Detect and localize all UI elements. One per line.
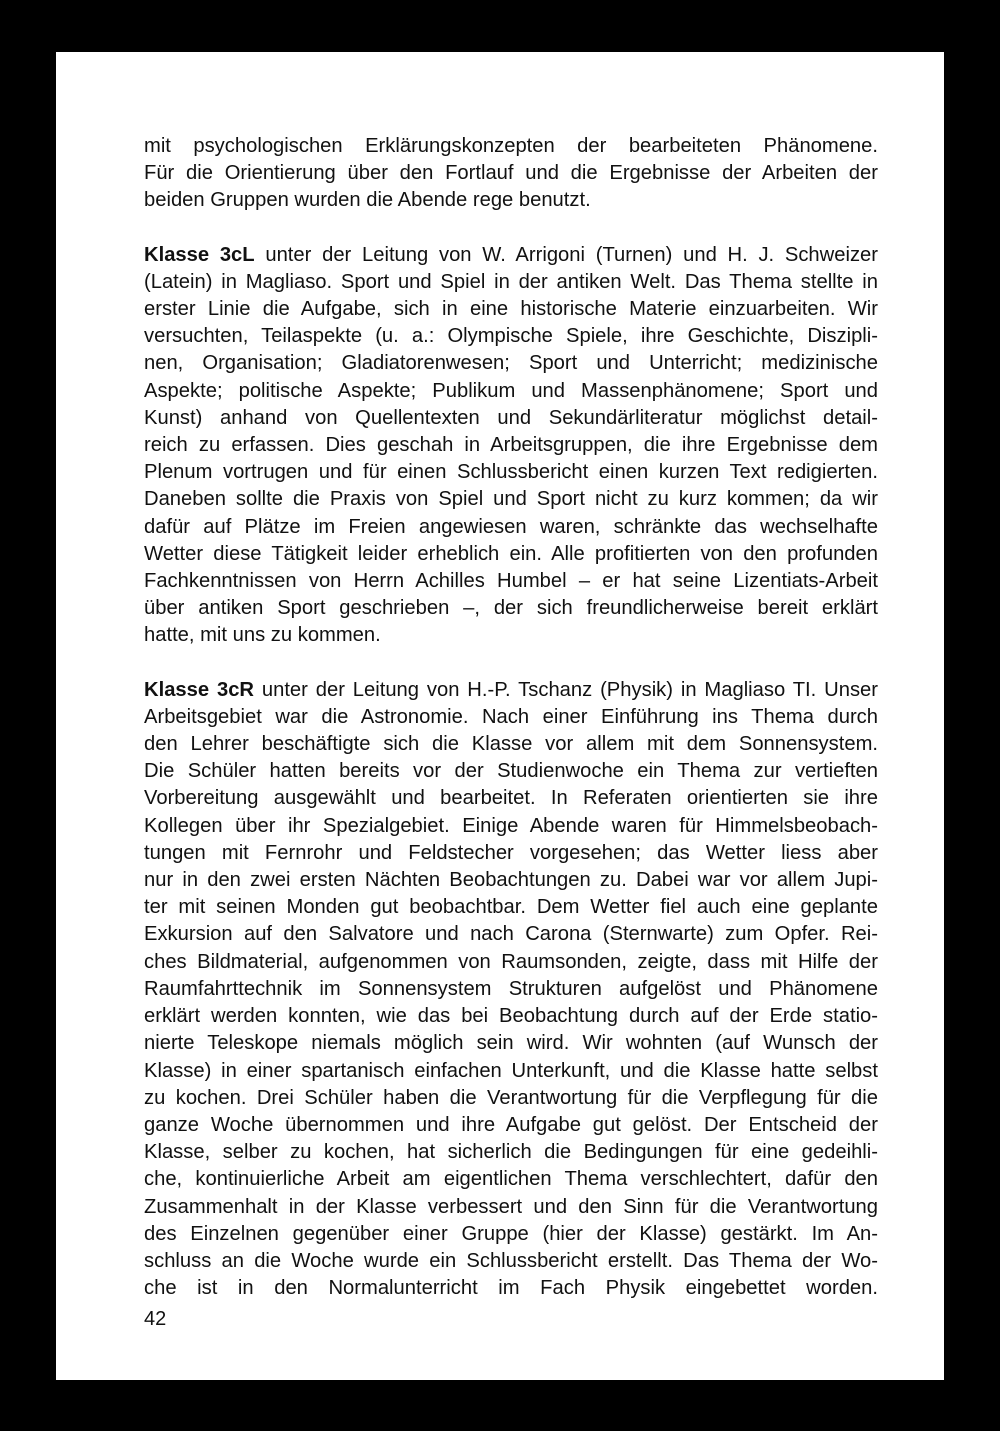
text-line: ches Bildmaterial, aufgenommen von Raumsonden, zeigte, dass mit Hilfe der — [144, 950, 878, 973]
paragraph-gap — [144, 215, 878, 242]
text-line: ganze Woche übernommen und ihre Aufgabe gut gelöst. Der Entscheid der — [144, 1113, 878, 1136]
text-line: Klasse) in einer spartanisch einfachen Unterkunft, und die Klasse hatte selbst — [144, 1059, 878, 1082]
text-line: beiden Gruppen wurden die Abende rege benutzt. — [144, 189, 591, 212]
text-line: Fachkenntnissen von Herrn Achilles Humbel – er hat seine Lizentiats-Arbeit — [144, 570, 878, 593]
text-line: Zusammenhalt in der Klasse verbessert und den Sinn für die Verantwortung — [144, 1195, 878, 1218]
section-heading-3cr: Klasse 3cR — [144, 678, 254, 701]
paragraph-klasse-3cl — [144, 242, 878, 650]
paragraph-gap — [144, 650, 878, 677]
paragraph-klasse-3cr — [144, 677, 878, 1303]
text-line: Exkursion auf den Salvatore und nach Carona (Sternwarte) zum Opfer. Rei- — [144, 923, 878, 946]
text-line: Aspekte; politische Aspekte; Publikum und Massenphänomene; Sport und — [144, 379, 878, 402]
text-line: che, kontinuierliche Arbeit am eigentlichen Thema verschlechtert, dafür den — [144, 1168, 878, 1191]
section-heading-3cl: Klasse 3cL — [144, 243, 255, 266]
text-span: unter der Leitung von W. Arrigoni (Turnen) und H. J. Schweizer — [254, 243, 878, 266]
paragraph-intro — [144, 133, 878, 215]
text-line: nen, Organisation; Gladiatorenwesen; Sport und Unterricht; medizinische — [144, 352, 878, 375]
text-line — [144, 677, 878, 704]
text-span: unter der Leitung von H.-P. Tschanz (Physik) in Magliaso TI. Unser — [254, 678, 878, 701]
body-text — [144, 133, 878, 1302]
text-line: versuchten, Teilaspekte (u. a.: Olympische Spiele, ihre Geschichte, Diszipli- — [144, 325, 878, 348]
text-line: Kollegen über ihr Spezialgebiet. Einige Abende waren für Himmelsbeobach- — [144, 814, 878, 837]
text-line: hatte, mit uns zu kommen. — [144, 624, 381, 647]
text-line: über antiken Sport geschrieben –, der sich freundlicherweise bereit erklärt — [144, 597, 878, 620]
text-line: Kunst) anhand von Quellentexten und Sekundärliteratur möglichst detail- — [144, 406, 878, 429]
text-line: schluss an die Woche wurde ein Schlussbericht erstellt. Das Thema der Wo- — [144, 1249, 878, 1272]
text-line: Raumfahrttechnik im Sonnensystem Strukturen aufgelöst und Phänomene — [144, 977, 878, 1000]
text-line: che ist in den Normalunterricht im Fach Physik eingebettet worden. — [144, 1277, 878, 1300]
text-line: des Einzelnen gegenüber einer Gruppe (hier der Klasse) gestärkt. Im An- — [144, 1222, 878, 1245]
text-line: erster Linie die Aufgabe, sich in eine historische Materie einzuarbeiten. Wir — [144, 298, 878, 321]
text-line: reich zu erfassen. Dies geschah in Arbeitsgruppen, die ihre Ergebnisse dem — [144, 434, 878, 457]
text-line: Daneben sollte die Praxis von Spiel und Sport nicht zu kurz kommen; da wir — [144, 488, 878, 511]
text-line: Arbeitsgebiet war die Astronomie. Nach einer Einführung ins Thema durch — [144, 705, 878, 728]
text-line: erklärt werden konnten, wie das bei Beobachtung durch auf der Erde statio- — [144, 1005, 878, 1028]
text-line: (Latein) in Magliaso. Sport und Spiel in der antiken Welt. Das Thema stellte in — [144, 270, 878, 293]
text-line: Vorbereitung ausgewählt und bearbeitet. In Referaten orientierten sie ihre — [144, 787, 878, 810]
text-line: zu kochen. Drei Schüler haben die Verantwortung für die Verpflegung für die — [144, 1086, 878, 1109]
text-line — [144, 242, 878, 269]
text-line: Für die Orientierung über den Fortlauf und die Ergebnisse der Arbeiten der — [144, 162, 878, 185]
text-line: den Lehrer beschäftigte sich die Klasse vor allem mit dem Sonnensystem. — [144, 733, 878, 756]
page-number: 42 — [144, 1308, 167, 1330]
text-line: nierte Teleskope niemals möglich sein wird. Wir wohnten (auf Wunsch der — [144, 1032, 878, 1055]
text-line: tungen mit Fernrohr und Feldstecher vorgesehen; das Wetter liess aber — [144, 841, 878, 864]
document-page — [56, 52, 944, 1380]
text-line: mit psychologischen Erklärungskonzepten der bearbeiteten Phänomene. — [144, 135, 878, 157]
text-line: Wetter diese Tätigkeit leider erheblich ein. Alle profitierten von den profunden — [144, 542, 878, 565]
text-line: ter mit seinen Monden gut beobachtbar. Dem Wetter fiel auch eine geplante — [144, 896, 878, 919]
text-line: Plenum vortrugen und für einen Schlussbericht einen kurzen Text redigierten. — [144, 461, 878, 484]
text-line: dafür auf Plätze im Freien angewiesen waren, schränkte das wechselhafte — [144, 515, 878, 538]
text-line: Klasse, selber zu kochen, hat sicherlich die Bedingungen für eine gedeihli- — [144, 1141, 878, 1164]
text-line: nur in den zwei ersten Nächten Beobachtungen zu. Dabei war vor allem Jupi- — [144, 869, 878, 892]
text-line: Die Schüler hatten bereits vor der Studienwoche ein Thema zur vertieften — [144, 760, 878, 783]
